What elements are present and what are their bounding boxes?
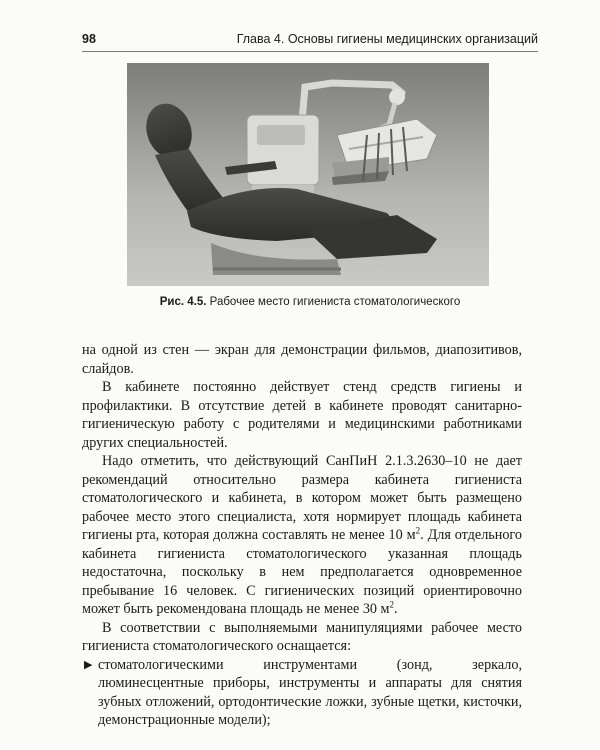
paragraph: В соответствии с выполняемыми манипуляциями рабочее место гигиениста стоматологического оснащается:	[82, 619, 522, 654]
equipment-list	[82, 656, 522, 730]
superscript: 2	[415, 525, 421, 536]
body-text	[82, 341, 522, 730]
paragraph: на одной из стен — экран для демонстрации фильмов, диапозитивов, слайдов.	[82, 342, 522, 377]
page-header	[82, 30, 538, 48]
bullet-arrow-icon: ▶	[84, 657, 93, 671]
running-title: Глава 4. Основы гигиены медицинских организаций	[236, 32, 538, 46]
page-number: 98	[82, 32, 96, 46]
superscript: 2	[389, 599, 395, 610]
paragraph-text: Надо отметить, что действующий СанПиН 2.1.3.2630–10 не дает рекомендаций относительно размера кабинета гигиениста стоматологического и кабинета, в котором может быть размещено рабочее место этого специалиста, хотя нормирует площадь кабинета гигиены рта, которая должна составлять не менее 10 м	[82, 453, 522, 543]
paragraph-text: .	[394, 601, 398, 617]
paragraph: В кабинете постоянно действует стенд средств гигиены и профилактики. В отсутствие детей в кабинете проводят санитарно-гигиеническую работу с родителями и медицинскими работниками других специальностей.	[82, 379, 522, 451]
list-item-text: стоматологическими инструментами (зонд, зеркало, люминесцентные приборы, инструменты и аппараты для снятия зубных отложений, ортодонтические ложки, зубные щетки, кисточки, демонстрационные модели);	[98, 656, 522, 728]
paragraph	[82, 452, 522, 619]
figure-label: Рис. 4.5.	[159, 296, 207, 308]
header-rule	[82, 51, 538, 52]
figure-dental-workstation-photo	[127, 63, 489, 286]
paragraph-text: . Для отдельного кабинета гигиениста стоматологического указанная площадь недостаточна, поскольку в нем предполагается одновременное пребывание 16 человек. С гигиенических позиций ориентировочно может быть рекомендована площадь не менее 30 м	[82, 527, 522, 617]
figure-caption	[82, 294, 538, 310]
figure-caption-text: Рабочее место гигиениста стоматологического	[206, 296, 461, 308]
list-item	[82, 656, 522, 730]
